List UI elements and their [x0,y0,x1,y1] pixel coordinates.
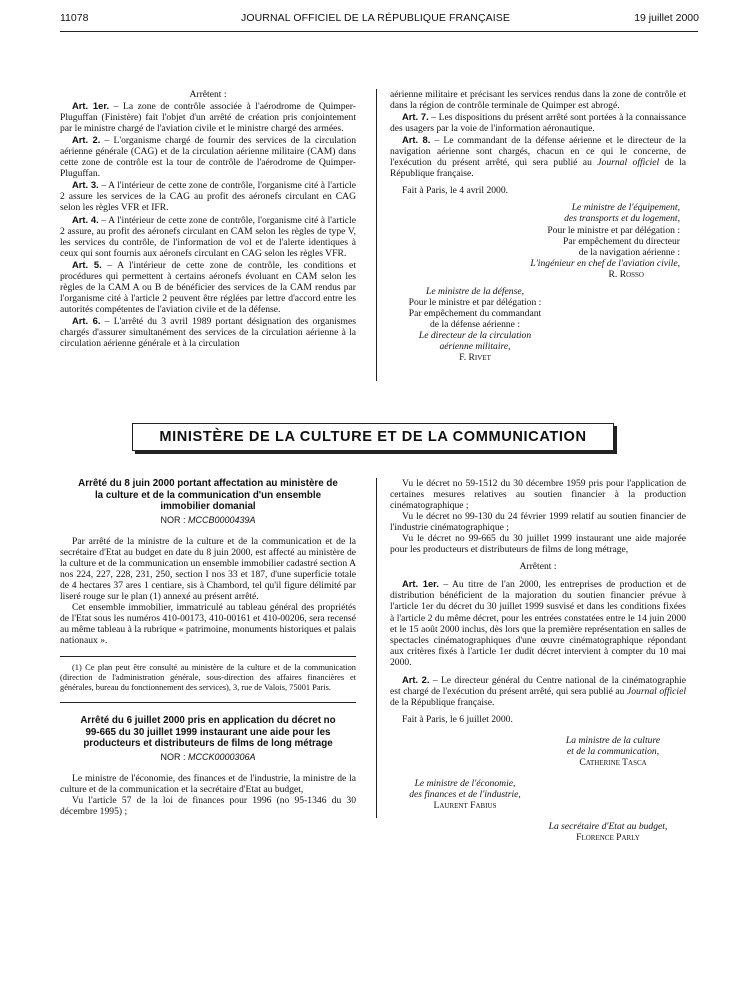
sig-line: de la navigation aérienne : [578,246,680,258]
top-left-column [60,89,356,349]
sig-title: Le ministre de la défense, [426,285,524,297]
sig-line: Par empêchement du commandant [408,307,542,319]
sig-title: Le ministre de l'économie, [414,778,516,790]
section-rule [60,702,356,703]
sig-title: La secrétaire d'Etat au budget, [548,821,668,833]
bottom-left-column [60,478,356,817]
nor-reference [60,752,356,763]
signatory-name: Catherine Tasca [579,757,647,769]
article-2-label: Art. 2. [72,134,101,146]
article-3 [60,179,356,213]
article-6-text: – L'arrêté du 3 avril 1989 portant désignation des organismes chargés d'assurer simultanément des services de la circulation aérienne à la circulation aérienne générale et à la circulation [60,315,356,350]
article-5 [60,259,356,315]
signature-block-economie [390,778,540,811]
article-3-label: Art. 3. [72,179,99,191]
article-6 [60,315,356,349]
sig-title: Le directeur de la circulation [418,329,532,341]
signatory-name: F. Rivet [459,352,491,364]
article-4-label: Art. 4. [72,213,99,225]
decree-title: Arrêté du 8 juin 2000 portant affectation au ministère de la culture et de la communication d'un ensemble immobilier domanial [78,478,338,512]
article-2 [60,134,356,179]
paragraph: Le ministre de l'économie, des finances et de l'industrie, la ministre de la culture et de la communication et la secrétaire d'Etat au budget, [60,772,356,795]
sig-title: L'ingénieur en chef de l'aviation civile, [530,257,680,269]
sig-title: La ministre de la culture [565,734,661,746]
article-2-text: – L'organisme chargé de fournir des services de la circulation aérienne générale (CAG) et de la circulation aérienne militaire (CAM) dans cette zone de contrôle est la tour de contrôle de l'aérodrome de Quimper-Pluguffan. [60,135,356,180]
article-7-label: Art. 7. [402,111,429,123]
nor-label: NOR : [160,514,188,525]
article-8-text: – Le commandant de la défense aérienne et le directeur de la navigation aérienne sont chargés, chacun en ce qui le concerne, de l'exécution du présent arrêté, qui sera publié au [390,135,686,169]
top-column-divider [376,89,377,381]
footnote-rule [60,656,356,657]
sig-line: Pour le ministre et par délégation : [547,224,680,236]
nor-label: NOR : [160,751,188,762]
paragraph: Cet ensemble immobilier, immatriculé au tableau général des propriétés de l'Etat sous les numéros 410-00173, 410-00161 et 410-00206, sera recensé au même tableau à la rubrique « patrimoine, monuments historiques et palais nationaux ». [60,601,356,646]
sig-line: de la défense aérienne : [429,318,521,330]
article-2-label: Art. 2. [402,673,430,685]
page-number: 11078 [60,12,89,24]
ministry-banner: MINISTÈRE DE LA CULTURE ET DE LA COMMUNICATION [132,423,614,451]
article-8 [390,134,686,179]
fait-a-paris: Fait à Paris, le 6 juillet 2000. [402,713,513,725]
article-2-text: – Le directeur général du Centre national de la cinématographie est chargé de l'exécution du présent arrêté, qui sera publié au [390,674,686,697]
article-5-text: – A l'intérieur de cette zone de contrôle, les conditions et procédures qui permettent à certains aéronefs évoluant en CAM selon les règles de la CAM A ou B de bénéficier des services de la CAM rendus par l'organisme cité à l'article 2 peuvent être réglées par lettre d'accord entre les autorités compétentes de l'aviation civile et de la défense. [60,259,356,315]
signature-block-budget [530,821,686,843]
article-4-text: – A l'intérieur de cette zone de contrôle, l'organisme cité à l'article 2 assure, au profit des aéronefs circulant en CAM selon les règles de type V, les services du contrôle, de l'information de vol et de l'alerte identiques à ceux qui sont fournis aux aéronefs circulant en CAG selon les règles VFR. [60,214,356,259]
sig-line: Pour le ministre et par délégation : [408,296,542,308]
visa: Vu le décret no 99-665 du 30 juillet 1999 instaurant une aide majorée pour les producteurs et distributeurs de films de long métrage, [390,533,686,556]
article-2 [390,674,686,708]
signatory-name: Florence Parly [576,832,640,844]
paragraph: Par arrêté de la ministre de la culture et de la communication et de la secrétaire d'Etat au budget en date du 8 juin 2000, est affecté au ministère de la culture et de la communication un ensemble immobilier cadastré section A nos 224, 227, 228, 231, 250, section I nos 33 et 187, d'une superficie totale de 4 hectares 37 ares 1 centiare, sis à Chambord, tel qu'il figure délimité par liseré rouge sur le plan (1) annexé au présent arrêté. [60,535,356,602]
signatory-name: R. Rosso [608,268,644,280]
article-7-text: – Les dispositions du présent arrêté sont portées à la connaissance des usagers par la voie de l'information aéronautique. [390,112,686,135]
nor-code: MCCK0000306A [187,751,256,762]
bottom-column-divider [376,478,377,818]
nor-reference [60,515,356,526]
arretent-heading: Arrêtent : [519,561,557,573]
nor-code: MCCB0000439A [187,514,256,525]
signature-block-culture [540,735,686,768]
article-1 [60,100,356,134]
sig-title: et de la communication, [566,745,660,757]
article-6-continuation: aérienne militaire et précisant les services rendus dans la zone de contrôle et dans la région de contrôle terminale de Quimper est abrogé. [390,89,686,112]
sig-title: aérienne militaire, [439,340,511,352]
journal-title: JOURNAL OFFICIEL DE LA RÉPUBLIQUE FRANÇAISE [241,12,510,24]
article-6-label: Art. 6. [72,314,101,326]
footnote: (1) Ce plan peut être consulté au ministère de la culture et de la communication (direction de l'administration générale, sous-direction des affaires financières et générales, bureau du fonctionnement des services), 3, rue de Valois, 75001 Paris. [60,663,356,692]
article-1-text: – Au titre de l'an 2000, les entreprises de production et de distribution bénéficient de la majoration du soutien financier prévue à l'article 1er du décret du 30 juillet 1999 susvisé et dans les conditions fixées à l'article 2 du même décret, pour les entrées constatées entre le 14 juin 2000 et le 15 août 2000 inclus, dès lors que la première représentation en salles de spectacles cinématographiques d'une œuvre cinématographique répondant aux critères fixés à l'article 1er dudit décret intervient à compter du 10 mai 2000. [390,579,687,668]
signature-block-defense [390,286,560,363]
bottom-right-column [390,478,686,843]
sig-title: des finances et de l'industrie, [409,789,521,801]
decree-title: Arrêté du 6 juillet 2000 pris en application du décret no 99-665 du 30 juillet 1999 instaurant une aide pour les producteurs et distributeurs de films de long métrage [80,715,336,750]
sig-title: des transports et du logement, [564,213,680,225]
article-5-label: Art. 5. [72,258,102,270]
signatory-name: Laurent Fabius [433,800,497,812]
issue-date: 19 juillet 2000 [634,12,699,24]
article-8-label: Art. 8. [402,134,431,146]
top-right-column [390,89,686,363]
article-3-text: – A l'intérieur de cette zone de contrôle, l'organisme cité à l'article 2 assure les services de la CAG au profit des aéronefs circulant en CAG selon les règles VFR et IFR. [60,180,356,214]
header-rule [60,31,698,32]
fait-a-paris: Fait à Paris, le 4 avril 2000. [402,185,509,197]
article-8-text-end: de la République française. [390,157,686,180]
article-1-text: – La zone de contrôle associée à l'aérodrome de Quimper-Pluguffan (Finistère) fait l'objet d'un arrêté de création pris conjointement par le ministre chargé de l'aviation civile et le ministre chargé des armées. [60,101,356,135]
article-2-text-end: de la République française. [390,696,495,708]
signature-block-equipement [390,202,686,279]
article-1-label: Art. 1er. [402,578,439,590]
article-1 [390,578,686,667]
page-header [0,12,751,28]
journal-officiel-ref: Journal officiel [626,685,686,697]
arretent-heading: Arrêtent : [189,89,227,100]
visa: Vu le décret no 59-1512 du 30 décembre 1959 pris pour l'application de certaines mesures relatives au soutien financier à la production cinématographique ; [390,478,686,512]
article-7 [390,111,686,134]
article-4 [60,214,356,259]
sig-line: Par empêchement du directeur [563,235,680,247]
paragraph: Vu l'article 57 de la loi de finances pour 1996 (no 95-1346 du 30 décembre 1995) ; [60,795,356,818]
sig-title: Le ministre de l'équipement, [571,202,680,214]
journal-officiel-ref: Journal officiel [597,157,660,169]
visa: Vu le décret no 99-130 du 24 février 1999 relatif au soutien financier de l'industrie cinématographique ; [390,511,686,534]
article-1-label: Art. 1er. [72,100,110,112]
